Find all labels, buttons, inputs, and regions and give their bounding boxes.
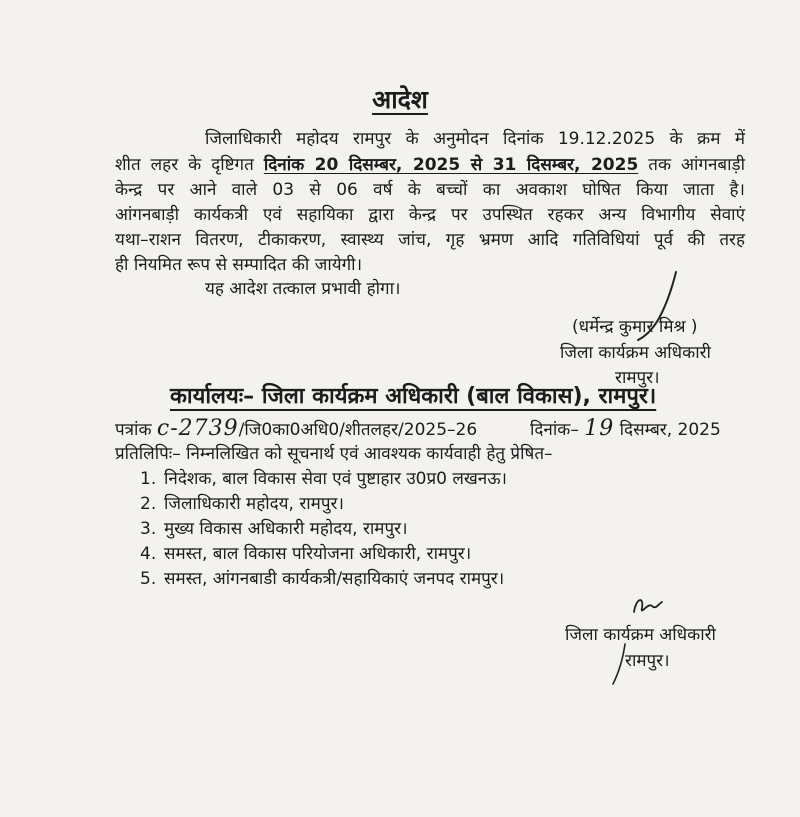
holiday-date-range: दिनांक 20 दिसम्बर, 2025 से 31 दिसम्बर, 2025	[263, 155, 639, 175]
copy-to-item-text: समस्त, आंगनबाडी कार्यकत्री/सहायिकाएं जनपद रामपुर।	[164, 569, 505, 589]
signatory-place: रामपुर।	[615, 368, 660, 388]
signatory-designation: जिला कार्यक्रम अधिकारी	[560, 343, 711, 363]
copy-to-item-number: 4.	[140, 544, 157, 564]
order-para-line-6: ही नियमित रूप से सम्पादित की जायेगी।	[115, 255, 363, 275]
copy-to-item-number: 2.	[140, 494, 157, 514]
reference-date-label: दिनांक–	[530, 420, 579, 440]
reference-date-rest: दिसम्बर, 2025	[619, 420, 721, 440]
order-para-line-2-pre: शीत लहर के दृष्टिगत	[115, 155, 254, 175]
copy-to-item	[140, 491, 344, 514]
order-para-line-4: आंगनबाड़ी कार्यकत्री एवं सहायिका द्वारा केन्द्र पर उपस्थित रहकर अन्य विभागीय सेवाएं	[115, 205, 745, 225]
reference-file: /जि0का0अधि0/शीतलहर/2025–26	[238, 420, 478, 440]
copy-to-item	[140, 541, 471, 564]
closing-signature-stroke	[605, 640, 635, 690]
reference-line	[115, 416, 477, 441]
order-para-line-1: जिलाधिकारी महोदय रामपुर के अनुमोदन दिनांक 19.12.2025 के क्रम में	[205, 129, 745, 149]
order-para-line-3: केन्द्र पर आने वाले 03 से 06 वर्ष के बच्चों का अवकाश घोषित किया जाता है।	[115, 180, 745, 200]
order-effect-line: यह आदेश तत्काल प्रभावी होगा।	[205, 279, 401, 299]
copy-to-item-number: 1.	[140, 469, 157, 489]
reference-prefix: पत्रांक	[115, 420, 152, 440]
copy-to-item-number: 3.	[140, 519, 157, 539]
order-para-line-2	[115, 152, 745, 175]
reference-date	[530, 416, 721, 441]
closing-designation: जिला कार्यक्रम अधिकारी	[565, 625, 716, 645]
copy-to-heading: प्रतिलिपिः– निम्नलिखित को सूचनार्थ एवं आवश्यक कार्यवाही हेतु प्रेषित–	[115, 444, 553, 464]
copy-to-item-text: मुख्य विकास अधिकारी महोदय, रामपुर।	[164, 519, 408, 539]
copy-to-item	[140, 466, 507, 489]
copy-to-item-text: निदेशक, बाल विकास सेवा एवं पुष्टाहार उ0प्र0 लखनऊ।	[164, 469, 507, 489]
order-title: आदेश	[372, 85, 428, 114]
office-header: कार्यालयः– जिला कार्यक्रम अधिकारी (बाल विकास), रामपुर।	[170, 384, 657, 409]
order-para-line-5: यथा–राशन वितरण, टीकाकरण, स्वास्थ्य जांच, गृह भ्रमण आदि गतिविधियां पूर्व की तरह	[115, 230, 745, 250]
closing-place: रामपुर।	[625, 651, 670, 671]
copy-to-item	[140, 516, 408, 539]
copy-to-item	[140, 566, 504, 589]
reference-number-handwritten: c-2739	[156, 416, 239, 441]
order-para-line-2-post: तक आंगनबाड़ी	[648, 155, 746, 175]
initials-signature	[628, 592, 668, 622]
copy-to-item-number: 5.	[140, 569, 157, 589]
reference-date-day-handwritten: 19	[584, 416, 615, 441]
signatory-name: (धर्मेन्द्र कुमार मिश्र )	[572, 317, 698, 337]
copy-to-item-text: समस्त, बाल विकास परियोजना अधिकारी, रामपुर।	[164, 544, 472, 564]
copy-to-item-text: जिलाधिकारी महोदय, रामपुर।	[164, 494, 344, 514]
